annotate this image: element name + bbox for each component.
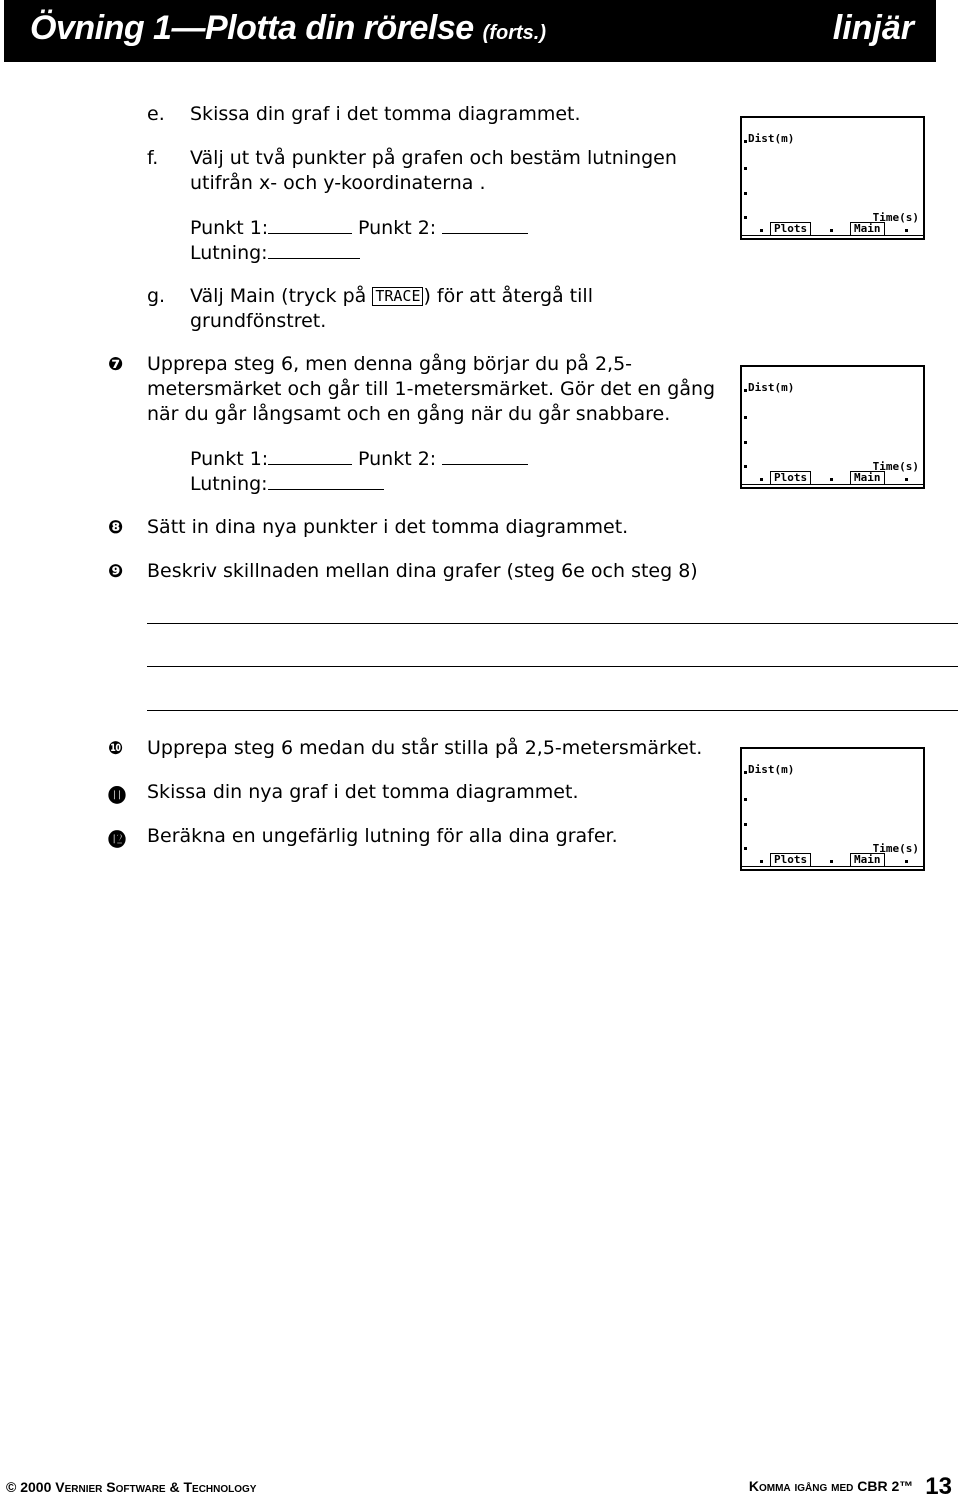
x-axis	[742, 866, 923, 867]
point2-blank[interactable]	[442, 215, 528, 234]
step-8-marker: ❽	[108, 517, 124, 538]
axis-tick	[830, 860, 833, 863]
step-f-line2: utifrån x- och y-koordinaterna .	[190, 172, 486, 194]
axis-tick	[760, 229, 763, 232]
step-f-line1: Välj ut två punkter på grafen och bestäm lutningen	[190, 147, 677, 169]
page-header	[4, 0, 936, 62]
axis-tick	[830, 229, 833, 232]
x-axis-label: Time(s)	[872, 211, 919, 224]
main-menu: Main	[850, 471, 885, 484]
step-f-slope: Lutning:	[190, 240, 360, 265]
step-10-marker: ❿	[108, 738, 124, 759]
step-11-marker: ⓫	[108, 786, 126, 807]
axis-tick	[830, 478, 833, 481]
axis-dot	[744, 192, 747, 195]
axis-tick	[905, 860, 908, 863]
step-f-letter: f.	[147, 147, 159, 169]
axis-dot	[744, 798, 747, 801]
axis-dot	[744, 216, 747, 219]
main-menu: Main	[850, 222, 885, 235]
x-axis	[742, 235, 923, 236]
plots-menu: Plots	[770, 471, 811, 484]
step-7-slope: Lutning:	[190, 471, 384, 496]
axis-dot	[744, 441, 747, 444]
footer-book-title: Komma igång med CBR 2™ 13	[748, 1473, 952, 1500]
plots-menu: Plots	[770, 222, 811, 235]
section-label: linjär	[832, 9, 914, 47]
step-12-marker: ⓬	[108, 830, 126, 851]
title-suffix: (forts.)	[482, 22, 546, 44]
answer-line[interactable]	[147, 710, 958, 711]
answer-line[interactable]	[147, 666, 958, 667]
step-7-line3: när du går långsamt och en gång när du går snabbare.	[147, 403, 671, 425]
page-title: Övning 1—Plotta din rörelse (forts.)	[30, 9, 546, 47]
axis-dot	[744, 771, 747, 774]
step-g-line1: Välj Main (tryck på TRACE ) för att återgå till	[190, 285, 593, 307]
point1-blank[interactable]	[268, 215, 352, 234]
point1-blank[interactable]	[268, 446, 352, 465]
step-12-text: Beräkna en ungefärlig lutning för alla dina grafer.	[147, 825, 618, 847]
x-axis-label: Time(s)	[872, 460, 919, 473]
calculator-graph-screen	[740, 747, 925, 871]
step-g-line2: grundfönstret.	[190, 310, 327, 332]
axis-dot	[744, 167, 747, 170]
axis-dot	[744, 847, 747, 850]
step-7-line1: Upprepa steg 6, men denna gång börjar du på 2,5-	[147, 353, 633, 375]
axis-dot	[744, 823, 747, 826]
calculator-graph-screen	[740, 365, 925, 489]
axis-dot	[744, 140, 747, 143]
step-e-text: Skissa din graf i det tomma diagrammet.	[190, 103, 581, 125]
step-f-point2: Punkt 2:	[358, 215, 528, 240]
step-7-line2: metersmärket och går till 1-metersmärket. Gör det en gång	[147, 378, 716, 400]
answer-line[interactable]	[147, 623, 958, 624]
plots-menu: Plots	[770, 853, 811, 866]
calculator-graph-screen	[740, 116, 925, 240]
main-menu: Main	[850, 853, 885, 866]
y-axis-label: Dist(m)	[748, 381, 795, 394]
axis-dot	[744, 416, 747, 419]
step-7-point2: Punkt 2:	[358, 446, 528, 471]
axis-dot	[744, 465, 747, 468]
page-number: 13	[925, 1473, 952, 1500]
step-10-text: Upprepa steg 6 medan du står stilla på 2,5-metersmärket.	[147, 737, 703, 759]
step-11-text: Skissa din nya graf i det tomma diagrammet.	[147, 781, 579, 803]
point2-blank[interactable]	[442, 446, 528, 465]
step-f-point1: Punkt 1:	[190, 215, 352, 240]
footer-copyright: © 2000 Vernier Software & Technology	[6, 1479, 257, 1495]
axis-dot	[744, 389, 747, 392]
step-e-letter: e.	[147, 103, 165, 125]
x-axis-label: Time(s)	[872, 842, 919, 855]
slope-blank[interactable]	[268, 471, 384, 490]
axis-tick	[905, 229, 908, 232]
y-axis-label: Dist(m)	[748, 132, 795, 145]
axis-tick	[905, 478, 908, 481]
x-axis	[742, 484, 923, 485]
trace-key: TRACE	[372, 287, 423, 306]
step-9-marker: ❾	[108, 561, 124, 582]
step-8-text: Sätt in dina nya punkter i det tomma diagrammet.	[147, 516, 629, 538]
axis-tick	[760, 478, 763, 481]
y-axis-label: Dist(m)	[748, 763, 795, 776]
step-7-point1: Punkt 1:	[190, 446, 352, 471]
step-9-text: Beskriv skillnaden mellan dina grafer (steg 6e och steg 8)	[147, 560, 698, 582]
axis-tick	[760, 860, 763, 863]
step-7-marker: ❼	[108, 354, 124, 375]
slope-blank[interactable]	[268, 240, 360, 259]
step-g-letter: g.	[147, 285, 166, 307]
